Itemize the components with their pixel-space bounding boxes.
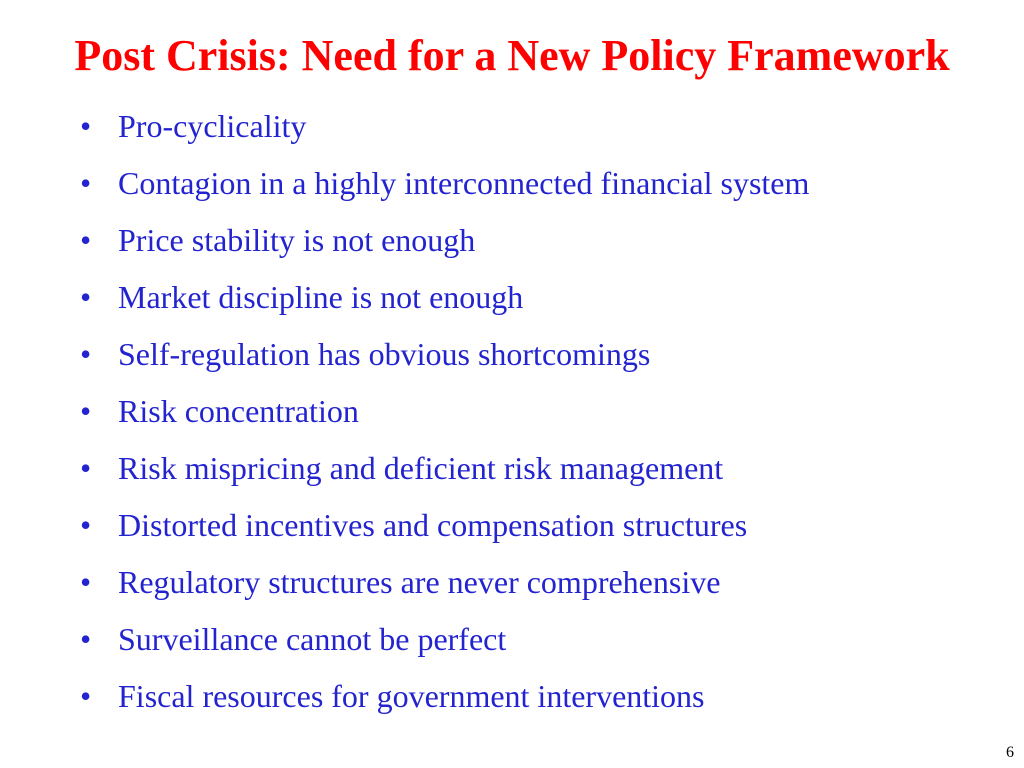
bullet-icon: •: [80, 108, 92, 144]
bullet-icon: •: [80, 279, 92, 315]
bullet-item: [80, 155, 1000, 212]
bullet-icon: •: [80, 621, 92, 657]
bullet-text: Price stability is not enough: [118, 222, 476, 258]
bullet-item: [80, 326, 1000, 383]
bullet-icon: •: [80, 507, 92, 543]
bullet-icon: •: [80, 165, 92, 201]
bullet-item: [80, 269, 1000, 326]
bullet-text: Market discipline is not enough: [118, 279, 524, 315]
bullet-text: Pro-cyclicality: [118, 108, 307, 144]
bullet-item: [80, 98, 1000, 155]
slide-title: Post Crisis: Need for a New Policy Framework: [74, 31, 950, 80]
bullet-text: Regulatory structures are never comprehensive: [118, 564, 721, 600]
bullet-item: [80, 440, 1000, 497]
bullet-text: Contagion in a highly interconnected financial system: [118, 165, 810, 201]
page-number: 6: [1006, 744, 1014, 761]
bullet-item: [80, 383, 1000, 440]
bullet-item: [80, 668, 1000, 725]
bullet-text: Self-regulation has obvious shortcomings: [118, 336, 651, 372]
bullet-item: [80, 611, 1000, 668]
bullet-icon: •: [80, 336, 92, 372]
bullet-item: [80, 554, 1000, 611]
bullet-icon: •: [80, 450, 92, 486]
bullet-text: Risk mispricing and deficient risk management: [118, 450, 724, 486]
bullet-text: Distorted incentives and compensation structures: [118, 507, 748, 543]
bullet-icon: •: [80, 678, 92, 714]
bullet-text: Risk concentration: [118, 393, 359, 429]
bullet-icon: •: [80, 393, 92, 429]
bullet-item: [80, 497, 1000, 554]
bullet-list: [80, 98, 1000, 725]
bullet-icon: •: [80, 222, 92, 258]
bullet-icon: •: [80, 564, 92, 600]
bullet-text: Surveillance cannot be perfect: [118, 621, 507, 657]
bullet-item: [80, 212, 1000, 269]
bullet-text: Fiscal resources for government interventions: [118, 678, 705, 714]
